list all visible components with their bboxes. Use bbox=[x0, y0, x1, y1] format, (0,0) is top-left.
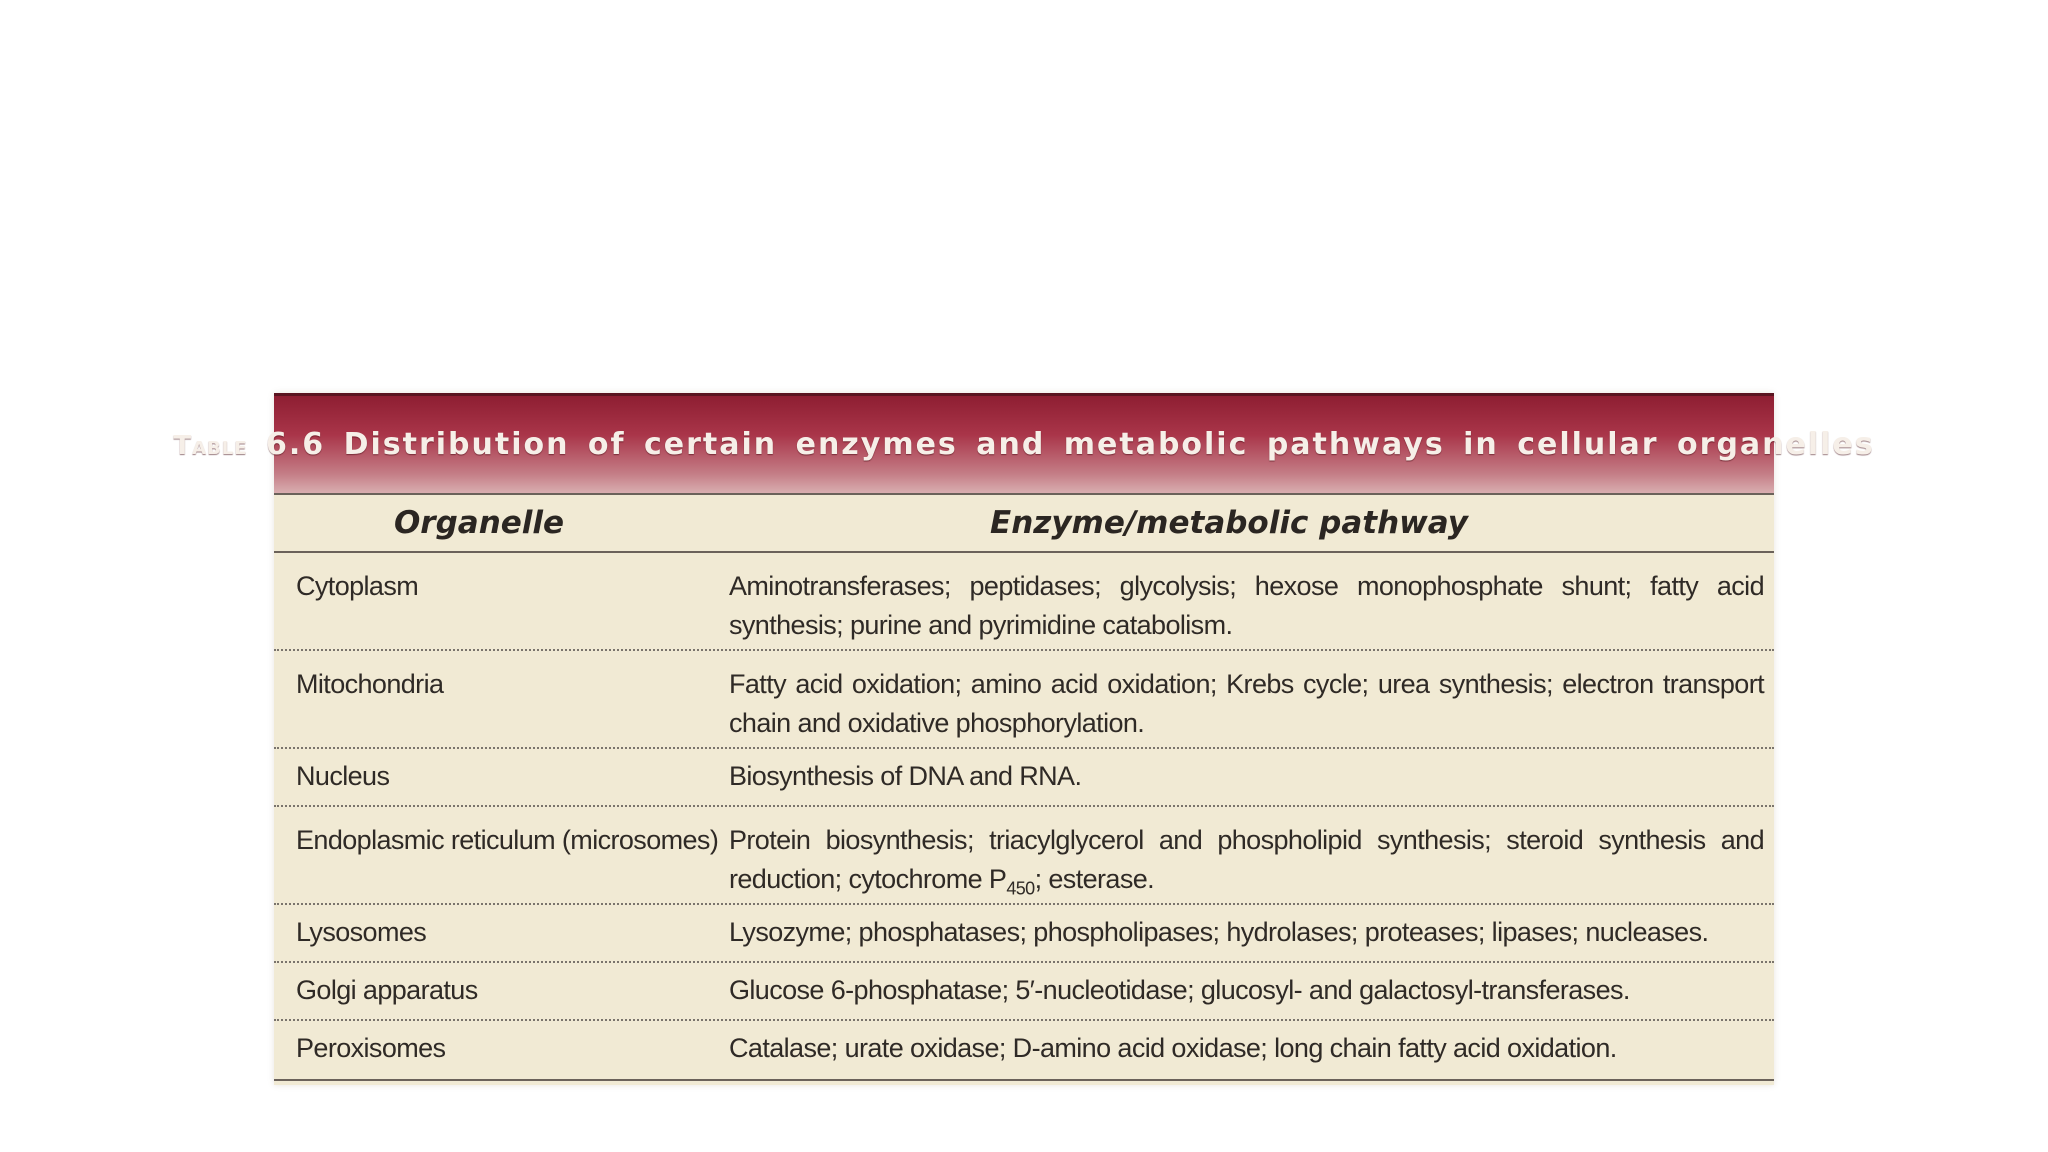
table-title bbox=[173, 427, 1874, 462]
table-row bbox=[274, 553, 1774, 651]
table-title-prefix: Table bbox=[173, 431, 248, 461]
table-body bbox=[274, 553, 1774, 1081]
pathway-subscript: 450 bbox=[1006, 878, 1035, 899]
table-row bbox=[274, 905, 1774, 963]
table-row bbox=[274, 963, 1774, 1021]
organelle-cell: Lysosomes bbox=[296, 917, 427, 947]
pathway-cell: Aminotransferases; peptidases; glycolysis; hexose monophosphate shunt; fatty acid synthesis; purine and pyrimidine catabolism. bbox=[729, 571, 1764, 640]
organelle-cell: Golgi apparatus bbox=[296, 975, 478, 1005]
table-row bbox=[274, 651, 1774, 749]
pathway-cell: Lysozyme; phosphatases; phospholipases; hydrolases; proteases; lipases; nucleases. bbox=[729, 917, 1709, 947]
organelle-cell: Mitochondria bbox=[296, 669, 444, 699]
enzyme-distribution-table bbox=[173, 393, 1875, 1085]
pathway-cell bbox=[729, 821, 1774, 903]
table-row bbox=[274, 749, 1774, 807]
pathway-text-end: ; esterase. bbox=[1034, 864, 1155, 894]
header-organelle: Organelle bbox=[393, 505, 565, 541]
table-header-row bbox=[274, 493, 1774, 553]
table-row bbox=[274, 1021, 1774, 1081]
pathway-text: Protein biosynthesis; triacylglycerol and phospholipid synthesis; steroid synthesis and reduction; cytochrome P bbox=[729, 825, 1764, 894]
organelle-cell: Peroxisomes bbox=[296, 1033, 446, 1063]
table-row bbox=[274, 807, 1774, 905]
table-title-rest: 6.6 Distribution of certain enzymes and metabolic pathways in cellular organelles bbox=[265, 427, 1875, 462]
pathway-cell: Glucose 6-phosphatase; 5′-nucleotidase; glucosyl- and galactosyl-transferases. bbox=[729, 975, 1630, 1005]
organelle-cell: Nucleus bbox=[296, 761, 390, 791]
header-pathway: Enzyme/metabolic pathway bbox=[990, 505, 1468, 541]
organelle-cell: Endoplasmic reticulum (microsomes) bbox=[296, 825, 719, 855]
table-title-bar bbox=[173, 393, 1875, 493]
pathway-cell: Catalase; urate oxidase; D-amino acid oxidase; long chain fatty acid oxidation. bbox=[729, 1033, 1617, 1063]
pathway-cell: Fatty acid oxidation; amino acid oxidation; Krebs cycle; urea synthesis; electron transport chain and oxidative phosphorylation. bbox=[729, 669, 1764, 738]
organelle-cell: Cytoplasm bbox=[296, 571, 419, 601]
pathway-cell: Biosynthesis of DNA and RNA. bbox=[729, 761, 1082, 791]
